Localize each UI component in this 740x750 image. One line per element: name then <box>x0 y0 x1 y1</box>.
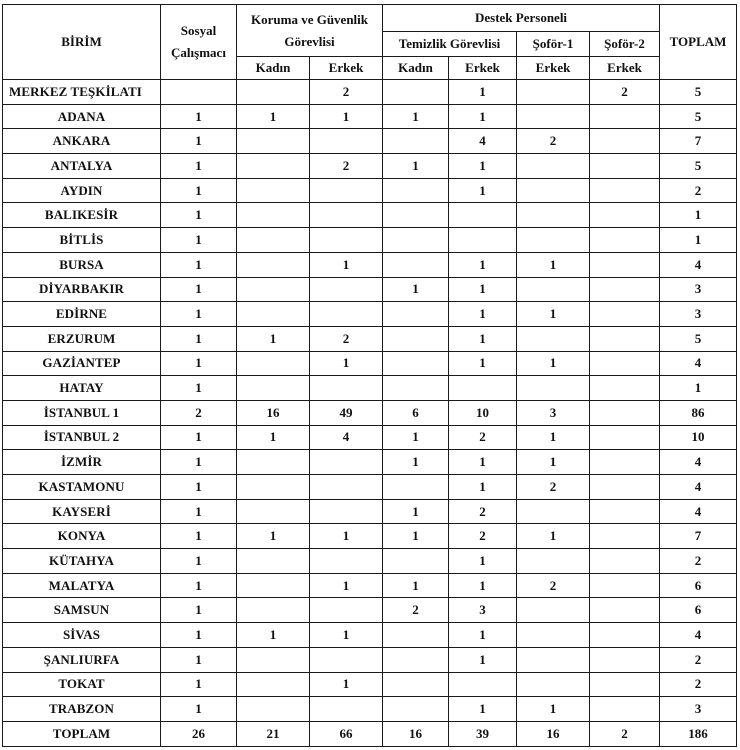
cell-sosyal-calismaci: 1 <box>161 104 237 129</box>
cell-koruma-erkek: 1 <box>310 351 383 376</box>
table-row <box>3 499 737 524</box>
cell-temizlik-kadin <box>383 252 449 277</box>
cell-temizlik-erkek: 1 <box>449 573 517 598</box>
table-row <box>3 672 737 697</box>
table-row <box>3 129 737 154</box>
cell-temizlik-kadin <box>383 376 449 401</box>
cell-temizlik-erkek: 1 <box>449 302 517 327</box>
cell-sofor1-erkek <box>517 178 590 203</box>
cell-temizlik-kadin: 1 <box>383 154 449 179</box>
cell-temizlik-erkek: 1 <box>449 623 517 648</box>
cell-sofor2-erkek <box>590 623 660 648</box>
cell-koruma-erkek <box>310 228 383 253</box>
cell-sosyal-calismaci: 1 <box>161 450 237 475</box>
cell-sofor2-erkek <box>590 499 660 524</box>
cell-koruma-erkek <box>310 302 383 327</box>
cell-koruma-kadin <box>237 154 310 179</box>
table-row <box>3 277 737 302</box>
cell-temizlik-erkek: 1 <box>449 475 517 500</box>
cell-sofor2-erkek: 2 <box>590 721 660 746</box>
cell-sofor2-erkek <box>590 351 660 376</box>
cell-temizlik-kadin: 1 <box>383 277 449 302</box>
cell-sofor2-erkek <box>590 252 660 277</box>
cell-sosyal-calismaci: 1 <box>161 549 237 574</box>
cell-temizlik-kadin <box>383 80 449 105</box>
cell-sofor2-erkek <box>590 178 660 203</box>
cell-koruma-erkek: 1 <box>310 573 383 598</box>
cell-temizlik-kadin: 1 <box>383 425 449 450</box>
cell-sofor1-erkek: 3 <box>517 400 590 425</box>
cell-koruma-kadin <box>237 228 310 253</box>
cell-birim: MALATYA <box>3 573 161 598</box>
cell-koruma-kadin: 1 <box>237 104 310 129</box>
cell-sofor2-erkek <box>590 549 660 574</box>
cell-temizlik-erkek <box>449 376 517 401</box>
cell-koruma-kadin: 21 <box>237 721 310 746</box>
cell-koruma-kadin <box>237 302 310 327</box>
cell-sofor2-erkek <box>590 697 660 722</box>
cell-sosyal-calismaci: 26 <box>161 721 237 746</box>
cell-birim: MERKEZ TEŞKİLATI <box>3 80 161 105</box>
cell-koruma-erkek <box>310 129 383 154</box>
cell-birim: KONYA <box>3 524 161 549</box>
cell-sofor2-erkek <box>590 154 660 179</box>
cell-sofor1-erkek: 2 <box>517 475 590 500</box>
table-row <box>3 573 737 598</box>
personnel-table <box>2 4 737 747</box>
cell-sofor2-erkek <box>590 129 660 154</box>
header-temizlik-gorevlisi: Temizlik Görevlisi <box>383 32 517 57</box>
cell-sosyal-calismaci: 1 <box>161 524 237 549</box>
cell-temizlik-kadin <box>383 549 449 574</box>
cell-birim: SİVAS <box>3 623 161 648</box>
cell-temizlik-kadin <box>383 697 449 722</box>
total-row <box>3 721 737 746</box>
cell-koruma-erkek <box>310 203 383 228</box>
cell-toplam: 5 <box>660 326 737 351</box>
cell-koruma-erkek: 2 <box>310 80 383 105</box>
cell-birim: ANTALYA <box>3 154 161 179</box>
cell-koruma-kadin <box>237 697 310 722</box>
table-row <box>3 598 737 623</box>
cell-sofor1-erkek: 1 <box>517 351 590 376</box>
cell-temizlik-erkek: 1 <box>449 178 517 203</box>
cell-birim: HATAY <box>3 376 161 401</box>
cell-birim: SAMSUN <box>3 598 161 623</box>
header-koruma-line2: Görevlisi <box>284 33 335 49</box>
cell-sosyal-calismaci: 1 <box>161 376 237 401</box>
cell-temizlik-kadin <box>383 203 449 228</box>
cell-temizlik-erkek: 1 <box>449 326 517 351</box>
header-destek-personeli: Destek Personeli <box>383 5 660 32</box>
cell-temizlik-erkek: 1 <box>449 450 517 475</box>
table-row <box>3 697 737 722</box>
cell-sofor1-erkek: 2 <box>517 573 590 598</box>
cell-toplam: 4 <box>660 252 737 277</box>
cell-temizlik-erkek: 1 <box>449 252 517 277</box>
cell-birim: GAZİANTEP <box>3 351 161 376</box>
header-sosyal-calismaci <box>161 5 237 80</box>
cell-birim: AYDIN <box>3 178 161 203</box>
cell-sofor2-erkek: 2 <box>590 80 660 105</box>
cell-sosyal-calismaci: 2 <box>161 400 237 425</box>
cell-birim: KÜTAHYA <box>3 549 161 574</box>
cell-koruma-erkek: 2 <box>310 154 383 179</box>
cell-sofor1-erkek <box>517 80 590 105</box>
cell-sofor2-erkek <box>590 573 660 598</box>
cell-sofor2-erkek <box>590 425 660 450</box>
cell-koruma-erkek: 1 <box>310 104 383 129</box>
cell-koruma-kadin: 1 <box>237 623 310 648</box>
cell-sofor1-erkek <box>517 672 590 697</box>
cell-temizlik-kadin: 2 <box>383 598 449 623</box>
cell-sosyal-calismaci: 1 <box>161 252 237 277</box>
cell-temizlik-kadin <box>383 672 449 697</box>
cell-koruma-kadin <box>237 376 310 401</box>
cell-temizlik-erkek <box>449 672 517 697</box>
cell-sosyal-calismaci: 1 <box>161 228 237 253</box>
cell-sosyal-calismaci: 1 <box>161 326 237 351</box>
cell-sosyal-calismaci: 1 <box>161 277 237 302</box>
cell-toplam: 186 <box>660 721 737 746</box>
cell-koruma-kadin <box>237 672 310 697</box>
cell-birim: ADANA <box>3 104 161 129</box>
cell-koruma-erkek <box>310 647 383 672</box>
cell-toplam: 5 <box>660 80 737 105</box>
cell-sofor1-erkek <box>517 598 590 623</box>
cell-koruma-kadin <box>237 351 310 376</box>
cell-sosyal-calismaci: 1 <box>161 178 237 203</box>
cell-birim: KAYSERİ <box>3 499 161 524</box>
table-row <box>3 549 737 574</box>
header-koruma-kadin: Kadın <box>237 57 310 80</box>
cell-temizlik-erkek: 1 <box>449 277 517 302</box>
cell-sofor1-erkek <box>517 647 590 672</box>
table-row <box>3 450 737 475</box>
cell-birim: BALIKESİR <box>3 203 161 228</box>
table-row <box>3 326 737 351</box>
table-row <box>3 425 737 450</box>
cell-temizlik-kadin <box>383 351 449 376</box>
cell-sofor2-erkek <box>590 277 660 302</box>
cell-koruma-erkek <box>310 178 383 203</box>
cell-sofor1-erkek: 1 <box>517 252 590 277</box>
cell-koruma-kadin: 1 <box>237 326 310 351</box>
cell-sofor2-erkek <box>590 203 660 228</box>
cell-sofor2-erkek <box>590 326 660 351</box>
cell-temizlik-kadin: 1 <box>383 450 449 475</box>
cell-temizlik-kadin <box>383 302 449 327</box>
cell-sofor2-erkek <box>590 524 660 549</box>
table-row <box>3 351 737 376</box>
cell-sosyal-calismaci: 1 <box>161 475 237 500</box>
table-row <box>3 376 737 401</box>
cell-koruma-kadin <box>237 647 310 672</box>
table-row <box>3 154 737 179</box>
header-temizlik-erkek: Erkek <box>449 57 517 80</box>
cell-sofor2-erkek <box>590 400 660 425</box>
cell-sofor1-erkek: 1 <box>517 524 590 549</box>
header-toplam: TOPLAM <box>660 5 737 80</box>
cell-temizlik-erkek <box>449 228 517 253</box>
cell-sofor2-erkek <box>590 647 660 672</box>
cell-toplam: 1 <box>660 376 737 401</box>
header-sofor1-erkek: Erkek <box>517 57 590 80</box>
cell-temizlik-kadin: 1 <box>383 524 449 549</box>
cell-temizlik-kadin: 1 <box>383 104 449 129</box>
header-sosyal-line1: Sosyal <box>180 23 217 38</box>
cell-temizlik-erkek: 1 <box>449 80 517 105</box>
cell-koruma-kadin <box>237 475 310 500</box>
cell-toplam: 86 <box>660 400 737 425</box>
table-row <box>3 400 737 425</box>
cell-sofor1-erkek <box>517 203 590 228</box>
table-row <box>3 647 737 672</box>
header-koruma-line1: Koruma ve Güvenlik <box>251 11 369 27</box>
header-sofor2-erkek: Erkek <box>590 57 660 80</box>
cell-toplam: 3 <box>660 277 737 302</box>
cell-koruma-erkek: 1 <box>310 672 383 697</box>
cell-koruma-kadin <box>237 178 310 203</box>
cell-sofor2-erkek <box>590 104 660 129</box>
cell-toplam: 4 <box>660 623 737 648</box>
cell-koruma-erkek: 66 <box>310 721 383 746</box>
header-sofor-2: Şoför-2 <box>590 32 660 57</box>
cell-sosyal-calismaci <box>161 80 237 105</box>
cell-sofor2-erkek <box>590 475 660 500</box>
header-sosyal-line2: Çalışmacı <box>171 45 226 60</box>
cell-temizlik-erkek: 4 <box>449 129 517 154</box>
cell-sosyal-calismaci: 1 <box>161 425 237 450</box>
table-body <box>3 80 737 747</box>
cell-toplam: 1 <box>660 228 737 253</box>
cell-sofor1-erkek <box>517 277 590 302</box>
cell-temizlik-kadin: 6 <box>383 400 449 425</box>
table-row <box>3 252 737 277</box>
cell-koruma-erkek: 49 <box>310 400 383 425</box>
table-row <box>3 228 737 253</box>
cell-koruma-kadin <box>237 598 310 623</box>
cell-koruma-erkek <box>310 450 383 475</box>
cell-birim: DİYARBAKIR <box>3 277 161 302</box>
header-koruma-erkek: Erkek <box>310 57 383 80</box>
cell-temizlik-kadin <box>383 228 449 253</box>
cell-koruma-kadin <box>237 129 310 154</box>
cell-koruma-erkek <box>310 376 383 401</box>
cell-sofor2-erkek <box>590 228 660 253</box>
cell-temizlik-erkek: 2 <box>449 524 517 549</box>
table-row <box>3 80 737 105</box>
cell-koruma-kadin <box>237 80 310 105</box>
cell-toplam: 6 <box>660 598 737 623</box>
cell-sofor2-erkek <box>590 302 660 327</box>
cell-sofor1-erkek <box>517 228 590 253</box>
cell-sofor1-erkek <box>517 623 590 648</box>
cell-birim: BİTLİS <box>3 228 161 253</box>
cell-koruma-kadin: 1 <box>237 425 310 450</box>
cell-toplam: 2 <box>660 549 737 574</box>
cell-koruma-erkek <box>310 475 383 500</box>
cell-sosyal-calismaci: 1 <box>161 697 237 722</box>
cell-birim: ŞANLIURFA <box>3 647 161 672</box>
cell-toplam: 6 <box>660 573 737 598</box>
cell-temizlik-erkek: 10 <box>449 400 517 425</box>
cell-birim: İSTANBUL 2 <box>3 425 161 450</box>
cell-temizlik-erkek: 1 <box>449 647 517 672</box>
cell-koruma-erkek: 1 <box>310 623 383 648</box>
table-row <box>3 104 737 129</box>
header-birim: BİRİM <box>3 5 161 80</box>
cell-koruma-kadin <box>237 203 310 228</box>
cell-temizlik-erkek: 39 <box>449 721 517 746</box>
cell-koruma-kadin <box>237 499 310 524</box>
cell-sosyal-calismaci: 1 <box>161 623 237 648</box>
cell-temizlik-erkek: 1 <box>449 549 517 574</box>
cell-sosyal-calismaci: 1 <box>161 154 237 179</box>
cell-toplam: 7 <box>660 129 737 154</box>
cell-temizlik-erkek: 2 <box>449 499 517 524</box>
cell-temizlik-erkek: 1 <box>449 154 517 179</box>
cell-sofor1-erkek: 1 <box>517 450 590 475</box>
cell-sofor1-erkek <box>517 104 590 129</box>
cell-temizlik-erkek <box>449 203 517 228</box>
cell-koruma-erkek: 4 <box>310 425 383 450</box>
cell-birim: BURSA <box>3 252 161 277</box>
cell-sofor1-erkek: 16 <box>517 721 590 746</box>
cell-temizlik-kadin: 16 <box>383 721 449 746</box>
cell-koruma-kadin <box>237 450 310 475</box>
cell-koruma-erkek <box>310 277 383 302</box>
cell-sosyal-calismaci: 1 <box>161 647 237 672</box>
cell-koruma-erkek: 1 <box>310 524 383 549</box>
cell-koruma-kadin <box>237 549 310 574</box>
cell-sosyal-calismaci: 1 <box>161 598 237 623</box>
table-row <box>3 178 737 203</box>
cell-sofor1-erkek <box>517 376 590 401</box>
cell-birim: TRABZON <box>3 697 161 722</box>
cell-birim: ANKARA <box>3 129 161 154</box>
cell-koruma-erkek <box>310 549 383 574</box>
cell-koruma-erkek: 2 <box>310 326 383 351</box>
cell-birim: KASTAMONU <box>3 475 161 500</box>
cell-sofor1-erkek: 2 <box>517 129 590 154</box>
header-sofor-1: Şoför-1 <box>517 32 590 57</box>
cell-temizlik-kadin <box>383 647 449 672</box>
cell-sofor2-erkek <box>590 672 660 697</box>
cell-sofor1-erkek: 1 <box>517 697 590 722</box>
cell-toplam: 10 <box>660 425 737 450</box>
cell-toplam: 4 <box>660 351 737 376</box>
cell-toplam: 4 <box>660 475 737 500</box>
table-row <box>3 302 737 327</box>
cell-temizlik-kadin <box>383 178 449 203</box>
cell-toplam: 3 <box>660 697 737 722</box>
cell-toplam: 3 <box>660 302 737 327</box>
cell-sofor1-erkek <box>517 499 590 524</box>
cell-birim: TOPLAM <box>3 721 161 746</box>
cell-temizlik-erkek: 2 <box>449 425 517 450</box>
cell-sosyal-calismaci: 1 <box>161 573 237 598</box>
cell-toplam: 5 <box>660 104 737 129</box>
cell-birim: İZMİR <box>3 450 161 475</box>
cell-temizlik-kadin <box>383 623 449 648</box>
cell-toplam: 2 <box>660 647 737 672</box>
cell-sofor1-erkek: 1 <box>517 425 590 450</box>
cell-temizlik-kadin <box>383 129 449 154</box>
cell-sosyal-calismaci: 1 <box>161 129 237 154</box>
cell-koruma-erkek <box>310 499 383 524</box>
cell-toplam: 5 <box>660 154 737 179</box>
cell-sofor2-erkek <box>590 598 660 623</box>
cell-koruma-erkek <box>310 598 383 623</box>
cell-sofor2-erkek <box>590 450 660 475</box>
table-row <box>3 475 737 500</box>
cell-koruma-erkek: 1 <box>310 252 383 277</box>
cell-temizlik-kadin <box>383 326 449 351</box>
cell-sofor1-erkek: 1 <box>517 302 590 327</box>
cell-temizlik-erkek: 1 <box>449 697 517 722</box>
cell-birim: İSTANBUL 1 <box>3 400 161 425</box>
cell-toplam: 7 <box>660 524 737 549</box>
cell-temizlik-erkek: 1 <box>449 104 517 129</box>
cell-sofor1-erkek <box>517 549 590 574</box>
cell-toplam: 4 <box>660 450 737 475</box>
cell-sosyal-calismaci: 1 <box>161 203 237 228</box>
cell-toplam: 2 <box>660 178 737 203</box>
cell-sosyal-calismaci: 1 <box>161 351 237 376</box>
cell-temizlik-kadin: 1 <box>383 573 449 598</box>
cell-toplam: 2 <box>660 672 737 697</box>
cell-koruma-kadin: 16 <box>237 400 310 425</box>
cell-birim: TOKAT <box>3 672 161 697</box>
cell-koruma-kadin <box>237 277 310 302</box>
cell-birim: EDİRNE <box>3 302 161 327</box>
cell-temizlik-erkek: 3 <box>449 598 517 623</box>
table-row <box>3 203 737 228</box>
cell-toplam: 4 <box>660 499 737 524</box>
cell-birim: ERZURUM <box>3 326 161 351</box>
cell-sofor2-erkek <box>590 376 660 401</box>
cell-koruma-kadin: 1 <box>237 524 310 549</box>
cell-toplam: 1 <box>660 203 737 228</box>
header-temizlik-kadin: Kadın <box>383 57 449 80</box>
cell-temizlik-erkek: 1 <box>449 351 517 376</box>
table-row <box>3 623 737 648</box>
cell-sofor1-erkek <box>517 326 590 351</box>
cell-sosyal-calismaci: 1 <box>161 672 237 697</box>
cell-sosyal-calismaci: 1 <box>161 499 237 524</box>
cell-temizlik-kadin <box>383 475 449 500</box>
cell-koruma-kadin <box>237 252 310 277</box>
cell-temizlik-kadin: 1 <box>383 499 449 524</box>
table-row <box>3 524 737 549</box>
cell-sofor1-erkek <box>517 154 590 179</box>
cell-koruma-erkek <box>310 697 383 722</box>
header-koruma-guvenlik <box>237 5 383 57</box>
cell-koruma-kadin <box>237 573 310 598</box>
cell-sosyal-calismaci: 1 <box>161 302 237 327</box>
